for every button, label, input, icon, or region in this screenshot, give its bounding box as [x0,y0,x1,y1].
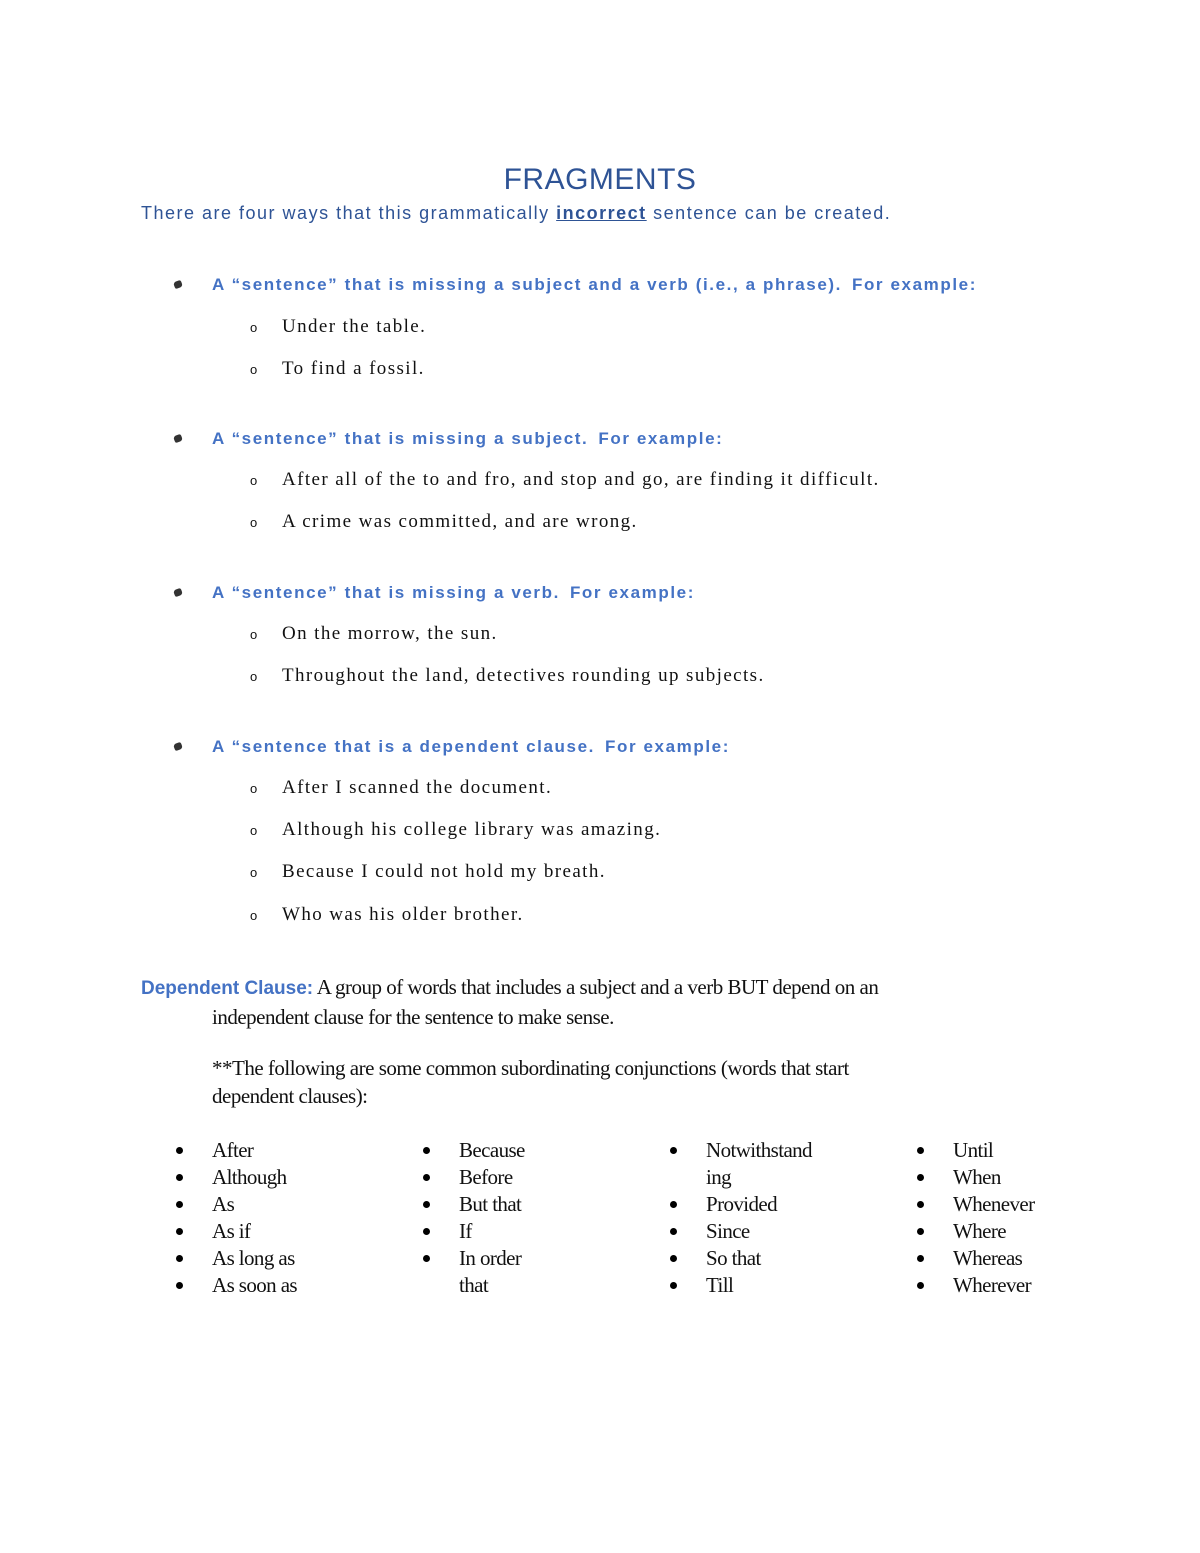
conjunction-text: So that [706,1246,761,1270]
bullet-icon [176,1282,183,1289]
conjunction-column [423,1137,553,1299]
bullet-icon [176,1201,183,1208]
conjunction-item [176,1191,376,1218]
heading-text: A “sentence” that is missing a subject and a verb (i.e., a phrase). [212,275,842,294]
section-bullet-icon [174,427,184,437]
circle-bullet-icon: o [250,320,258,335]
conjunction-item [423,1191,553,1218]
conjunction-item [176,1245,376,1272]
conjunction-column [670,1137,820,1299]
section-bullet-icon [174,581,184,591]
circle-bullet-icon: o [250,865,258,880]
example-item [250,468,880,493]
definition-line-2: independent clause for the sentence to make sense. [212,1005,614,1029]
conjunction-item [176,1218,376,1245]
bullet-icon [917,1228,924,1235]
bullet-icon [423,1147,430,1154]
example-text: To find a fossil. [282,358,425,379]
example-item [250,860,606,885]
intro-after: sentence can be created. [646,203,892,223]
conjunction-item [176,1137,376,1164]
conjunction-item [423,1164,553,1191]
example-text: Under the table. [282,316,427,337]
example-text: Throughout the land, detectives rounding up subjects. [282,665,765,686]
note-line-2: dependent clauses): [212,1084,368,1108]
definition-label: Dependent Clause: [141,978,314,999]
bullet-icon [917,1255,924,1262]
conjunction-text: As if [212,1219,251,1243]
example-text: After all of the to and fro, and stop and go, are finding it difficult. [282,469,880,490]
conjunction-text: Provided [706,1192,778,1216]
bullet-icon [176,1174,183,1181]
example-item [250,622,498,647]
circle-bullet-icon: o [250,627,258,642]
example-label: For example: [851,275,977,294]
example-label: For example: [569,583,695,602]
bullet-icon [670,1228,677,1235]
conjunction-item [176,1164,376,1191]
section-bullet-icon [174,735,184,745]
conjunction-text: Whenever [953,1192,1035,1216]
example-text: After I scanned the document. [282,777,553,798]
conjunction-text: If [459,1219,472,1243]
bullet-icon [917,1282,924,1289]
conjunction-text: When [953,1165,1001,1189]
conjunction-text: Before [459,1165,513,1189]
bullet-icon [423,1174,430,1181]
bullet-icon [176,1147,183,1154]
example-text: Although his college library was amazing. [282,819,662,840]
example-label: For example: [604,737,730,756]
conjunction-item [670,1191,820,1218]
example-item [250,776,552,801]
bullet-icon [917,1174,924,1181]
bullet-icon [423,1255,430,1262]
conjunction-item [423,1137,553,1164]
heading-text: A “sentence that is a dependent clause. [212,737,595,756]
bullet-icon [423,1201,430,1208]
example-label: For example: [598,429,724,448]
conjunction-text: As long as [212,1246,295,1270]
conjunction-text: After [212,1138,254,1162]
conjunction-item [176,1272,376,1299]
bullet-icon [423,1228,430,1235]
conjunction-text: Till [706,1273,734,1297]
conjunction-item [917,1137,1087,1164]
conjunction-item [670,1272,820,1299]
example-item [250,315,426,340]
circle-bullet-icon: o [250,362,258,377]
bullet-icon [670,1201,677,1208]
circle-bullet-icon: o [250,781,258,796]
example-item [250,510,638,535]
bullet-icon [670,1255,677,1262]
bullet-icon [670,1282,677,1289]
dependent-clause-definition [141,973,1021,1031]
bullet-icon [917,1147,924,1154]
conjunction-text: Wherever [953,1273,1031,1297]
conjunction-text: As [212,1192,235,1216]
example-text: A crime was committed, and are wrong. [282,511,638,532]
conjunction-column [176,1137,376,1299]
heading-text: A “sentence” that is missing a verb. [212,583,560,602]
conjunction-item [423,1245,549,1299]
conjunction-item [917,1164,1087,1191]
example-item [250,818,661,843]
example-item [250,357,425,382]
conjunction-text: Although [212,1165,287,1189]
section-heading [212,735,730,759]
conjunction-text: Because [459,1138,525,1162]
example-text: On the morrow, the sun. [282,623,498,644]
intro-before: There are four ways that this grammatically [141,203,557,223]
conjunctions-note [212,1054,1012,1110]
conjunction-item [670,1137,812,1191]
example-text: Because I could not hold my breath. [282,861,606,882]
circle-bullet-icon: o [250,669,258,684]
circle-bullet-icon: o [250,908,258,923]
conjunction-text: Whereas [953,1246,1023,1270]
conjunction-text: But that [459,1192,522,1216]
bullet-icon [176,1228,183,1235]
example-item [250,903,524,928]
definition-line-1: A group of words that includes a subject and a verb BUT depend on an [316,975,879,999]
bullet-icon [917,1201,924,1208]
heading-text: A “sentence” that is missing a subject. [212,429,589,448]
conjunction-item [670,1245,820,1272]
section-heading [212,427,723,451]
conjunction-text: In order that [459,1246,522,1297]
conjunction-column [917,1137,1087,1299]
intro-emphasis: incorrect [556,203,647,223]
page-title: FRAGMENTS [503,163,697,196]
section-heading [212,581,695,605]
example-text: Who was his older brother. [282,904,524,925]
circle-bullet-icon: o [250,515,258,530]
conjunction-item [423,1218,553,1245]
note-line-1: **The following are some common subordinating conjunctions (words that start [212,1056,849,1080]
section-bullet-icon [174,273,184,283]
conjunction-item [670,1218,820,1245]
circle-bullet-icon: o [250,473,258,488]
conjunction-text: Notwithstanding [706,1138,812,1189]
section-heading [212,273,977,297]
conjunction-text: Where [953,1219,1006,1243]
bullet-icon [176,1255,183,1262]
conjunction-text: Since [706,1219,750,1243]
conjunction-item [917,1191,1087,1218]
conjunction-text: As soon as [212,1273,298,1297]
conjunction-item [917,1272,1087,1299]
bullet-icon [670,1147,677,1154]
conjunction-text: Until [953,1138,994,1162]
conjunction-item [917,1245,1087,1272]
conjunction-item [917,1218,1087,1245]
intro-text [141,203,891,224]
circle-bullet-icon: o [250,823,258,838]
example-item [250,664,765,689]
